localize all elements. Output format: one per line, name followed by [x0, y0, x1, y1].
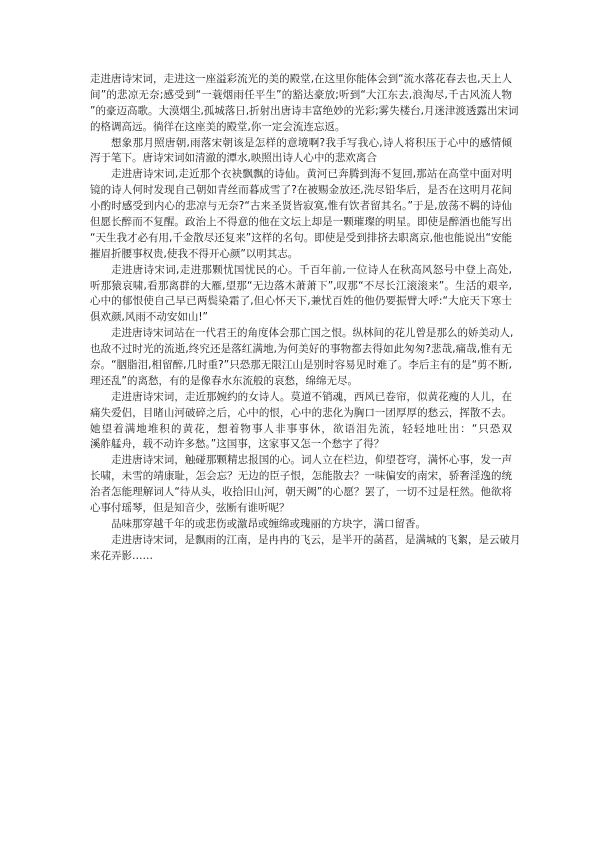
text-line: 走进唐诗宋词,走近那个衣袂飘飘的诗仙。黄河已奔腾到海不复回,那站在高堂中面对明 — [111, 168, 512, 181]
text-line: 俱欢颜,风雨不动安如山!” — [90, 311, 208, 324]
paragraph-2 — [90, 136, 512, 168]
text-line: 心中的郁恨使自己早已两鬓染霜了,但心怀天下,兼忧百姓的他仍要振臂大呼:“大庇天下寒士 — [90, 295, 512, 308]
text-line: 想象那月照唐朝,雨落宋朝该是怎样的意境啊?我手写我心,诗人将积压于心中的感情倾 — [111, 136, 512, 149]
paragraph-8 — [90, 517, 512, 533]
text-line: 她望着满地堆积的黄花，想着物事人非事事休，欲语泪先流，轻轻地吐出：“只恐双 — [90, 422, 512, 435]
text-line: 治者怎能理解词人“待从头，收拾旧山河，朝天阙”的心愿？罢了，一切不过是枉然。他欲将 — [90, 486, 512, 499]
text-line: 但愿长醉而不复醒。政治上不得意的他在文坛上却是一颗璀璨的明星。即使是醉酒也能写出 — [90, 216, 512, 229]
text-line: 也敌不过时光的流逝,终究还是落红满地,为何美好的事物都去得如此匆匆?悲哉,痛哉,惟有无 — [90, 343, 512, 356]
paragraph-9 — [90, 533, 521, 565]
text-line: 理还乱”的离愁，有的是像春水东流般的哀愁，绵绵无尽。 — [90, 374, 358, 387]
paragraph-1 — [90, 72, 519, 136]
text-line: 奈。“胭脂泪,相留醉,几时重?”只恐那无限江山是别时容易见时难了。李后主有的是“剪不断, — [90, 359, 512, 372]
paragraph-4 — [90, 263, 512, 327]
text-line: 泻于笔下。唐诗宋词如清澈的潭水,映照出诗人心中的悲欢离合 — [90, 152, 377, 165]
paragraph-7 — [90, 453, 512, 517]
text-line: 来花弄影…… — [90, 549, 153, 562]
paragraph-6 — [90, 390, 512, 454]
text-line: 走进唐诗宋词，是飘雨的江南，是冉冉的飞云，是半开的菡萏，是满城的飞絮，是云破月 — [111, 533, 521, 546]
text-line: 痛失爱侣，目睹山河破碎之后，心中的恨，心中的悲化为胸口一团厚厚的愁云，挥散不去。 — [90, 406, 512, 419]
text-line: 走进唐诗宋词站在一代君王的角度体会那亡国之恨。纵林间的花儿曾是那么的娇美动人, — [111, 327, 514, 340]
text-line: 品味那穿越千年的或悲伤或激昂或缠绵或瑰丽的方块字，满口留香。 — [111, 517, 426, 530]
text-line: 心事付瑶琴，但是知音少，弦断有谁听呢？ — [90, 502, 290, 515]
text-line: 走进唐诗宋词，走近那婉约的女诗人。莫道不销魂，西风已卷帘，似黄花瘦的人儿，在 — [111, 390, 512, 403]
text-line: 摧眉折腰事权贵,使我不得开心颜”以明其志。 — [90, 247, 299, 260]
text-line: 走进唐诗宋词，触碰那颗精忠报国的心。词人立在栏边，仰望苍穹，满怀心事，发一声 — [111, 454, 512, 467]
text-line: 走进唐诗宋词，走进这一座溢彩流光的美的殿堂,在这里你能体会到“流水落花春去也,天上人 — [90, 73, 512, 85]
body-text — [90, 72, 521, 565]
text-line: 长啸，未雪的靖康耻，怎会忘？无边的臣子恨，怎能散去？一味偏安的南宋，骄奢淫逸的统 — [90, 470, 512, 483]
text-line: 镜的诗人何时发现自己朝如青丝而暮成雪了?在被赐金放还,洗尽铅华后，是否在这明月花间 — [90, 184, 512, 197]
text-line: 的格调高远。徜徉在这座美的殿堂,你一定会流连忘返。 — [90, 120, 346, 133]
text-line: 溪舴艋舟，载不动许多愁。”这国事，这家事又怎一个愁字了得？ — [90, 438, 385, 451]
text-line: 听那猿哀啸,看那离群的大雁,望那“无边落木萧萧下”,叹那“不尽长江滚滚来”。生活的艰辛, — [90, 279, 512, 292]
text-line: 走进唐诗宋词,走进那颗忧国忧民的心。千百年前,一位诗人在秋高风怒号中登上高处, — [111, 263, 512, 276]
paragraph-5 — [90, 326, 512, 390]
text-line: ”的豪迈高歌。大漠烟尘,孤城落日,折射出唐诗丰富绝妙的光彩;雾失楼台,月迷津渡透露出宋词 — [90, 104, 519, 117]
text-line: 间”的悲凉无奈;感受到“一蓑烟雨任平生”的豁达豪放;听到“大江东去,浪淘尽,千古风流人物 — [90, 88, 512, 101]
paragraph-3 — [90, 167, 512, 262]
text-line: “天生我才必有用,千金散尽还复来”这样的名句。即使是受到排挤去职离京,他也能说出“安能 — [90, 231, 512, 244]
text-line: 小酌时感受到内心的悲凉与无奈?“古来圣贤皆寂寞,惟有饮者留其名。”于是,放荡不羁的诗仙 — [90, 200, 512, 213]
